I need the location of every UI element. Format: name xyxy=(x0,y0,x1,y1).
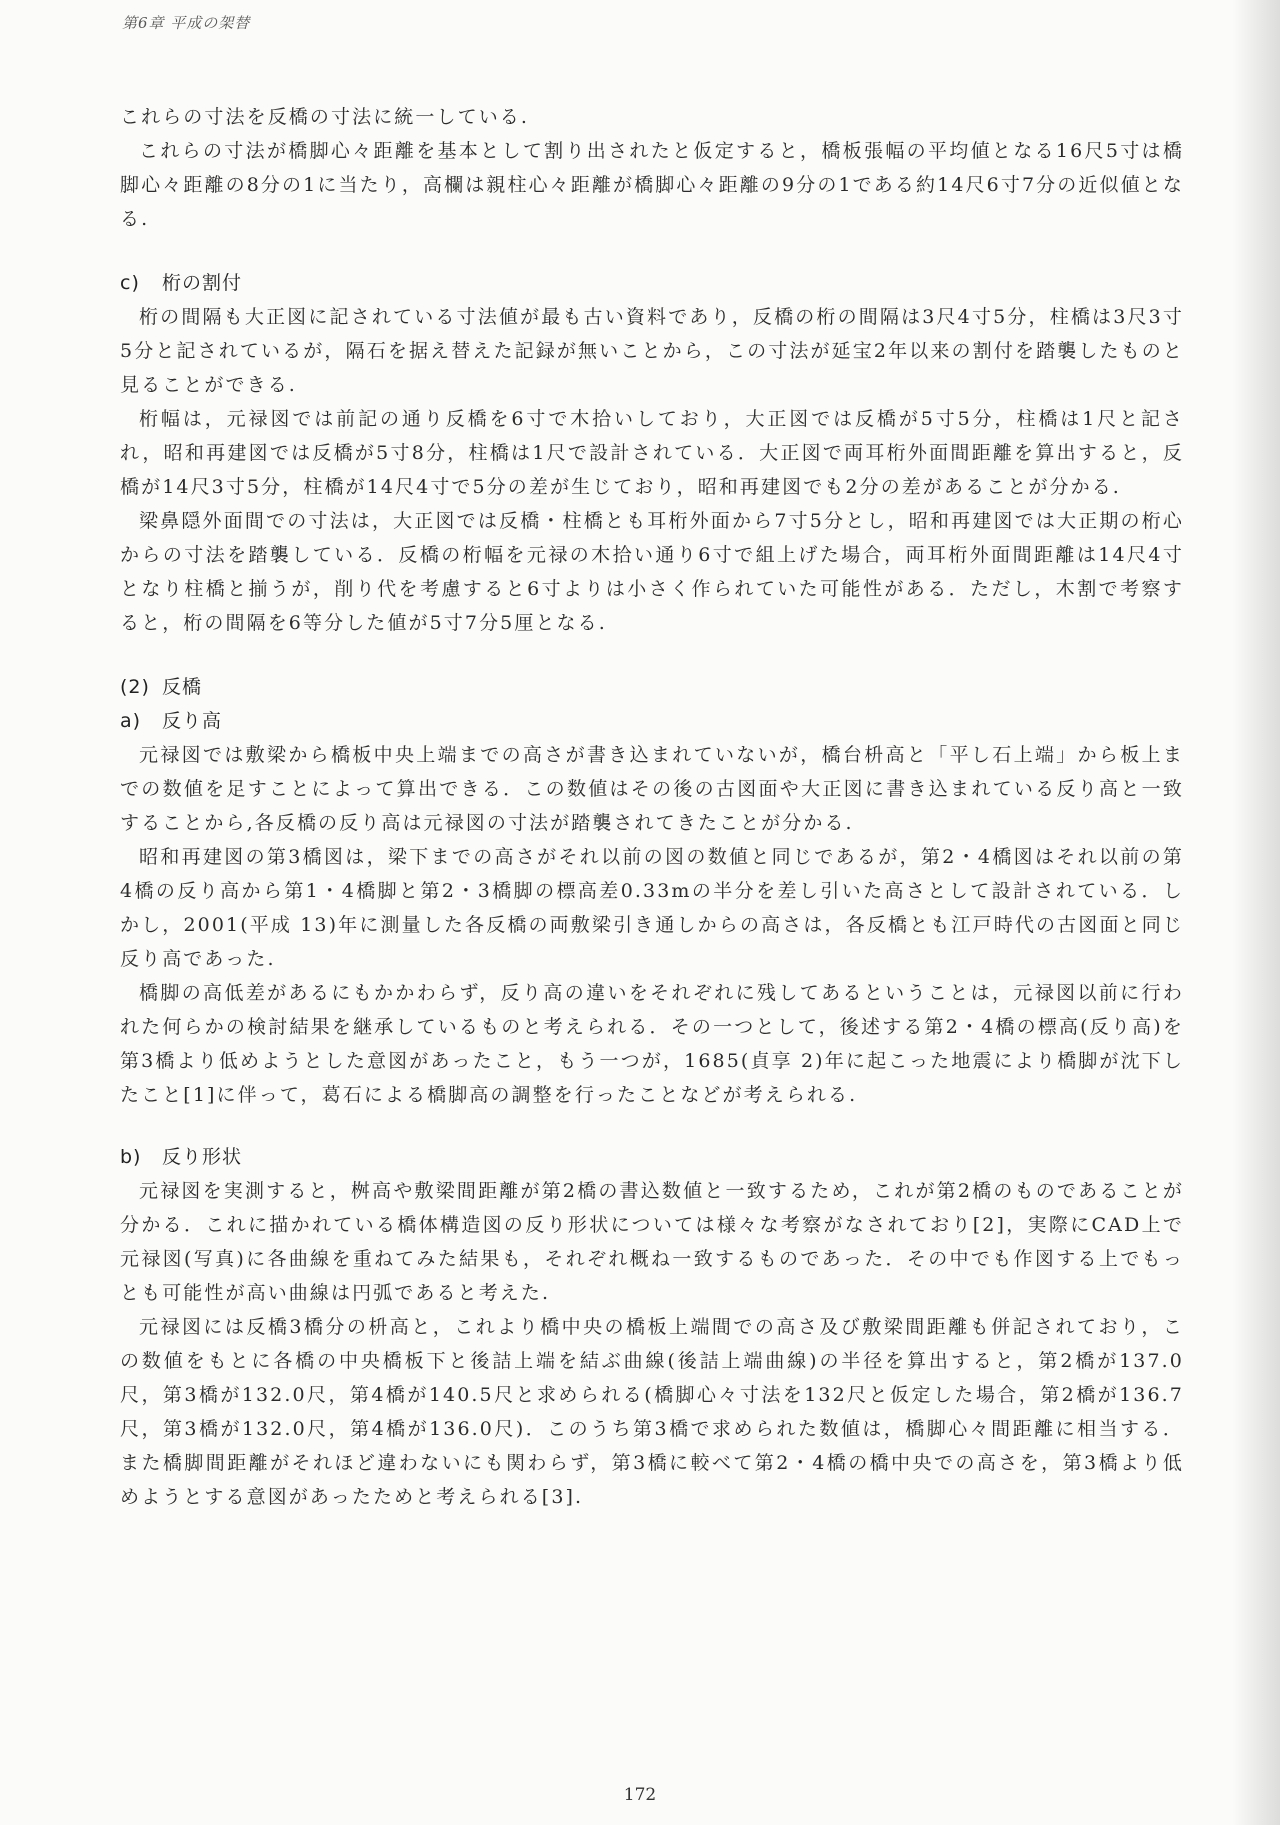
paragraph: 橋脚の高低差があるにもかかわらず，反り高の違いをそれぞれに残してあるということは，元禄図以前に行われた何らかの検討結果を継承しているものと考えられる．その一つとして，後述する第2・4橋の標高(反り高)を第3橋より低めようとした意図があったこと，もう一つが，1685(貞享 2)年に起こった地震により橋脚が沈下したこと[1]に伴って，葛石による橋脚高の調整を行ったことなどが考えられる. xyxy=(120,982,1184,1106)
heading-number: a) xyxy=(120,710,142,732)
running-head: 第6章 平成の架替 xyxy=(122,14,251,32)
paragraph: 元禄図を実測すると，桝高や敷梁間距離が第2橋の書込数値と一致するため，これが第2橋のものであることが分かる．これに描かれている橋体構造図の反り形状については様々な考察がなされており[2]，実際にCAD上で元禄図(写真)に各曲線を重ねてみた結果も，それぞれ概ね一致するものであった．その中でも作図する上でもっとも可能性が高い曲線は円弧であると考えた. xyxy=(120,1180,1184,1304)
page-edge-shadow xyxy=(1232,0,1280,1825)
paragraph: 元禄図では敷梁から橋板中央上端までの高さが書き込まれていないが，橋台枡高と「平し石上端」から板上までの数値を足すことによって算出できる．この数値はその後の古図面や大正図に書き込まれている反り高と一致することから,各反橋の反り高は元禄図の寸法が踏襲されてきたことが分かる. xyxy=(120,744,1184,834)
section-heading-b xyxy=(120,1140,1184,1174)
heading-number: c) xyxy=(120,272,140,294)
paragraph: 梁鼻隠外面間での寸法は，大正図では反橋・柱橋とも耳桁外面から7寸5分とし，昭和再建図では大正期の桁心からの寸法を踏襲している．反橋の桁幅を元禄の木拾い通り6寸で組上げた場合，両耳桁外面間距離は14尺4寸となり柱橋と揃うが，削り代を考慮すると6寸よりは小さく作られていた可能性がある．ただし，木割で考察すると，桁の間隔を6等分した値が5寸7分5厘となる. xyxy=(120,510,1184,634)
heading-number: b) xyxy=(120,1146,142,1168)
heading-title: 反り形状 xyxy=(162,1146,243,1168)
heading-title: 桁の割付 xyxy=(162,272,243,294)
section-heading-2 xyxy=(120,670,1184,704)
page-number: 172 xyxy=(623,1785,657,1805)
paragraph: 昭和再建図の第3橋図は，梁下までの高さがそれ以前の図の数値と同じであるが，第2・4橋図はそれ以前の第4橋の反り高から第1・4橋脚と第2・3橋脚の標高差0.33mの半分を差し引いた高さとして設計されている．しかし，2001(平成 13)年に測量した各反橋の両敷梁引き通しからの高さは，各反橋とも江戸時代の古図面と同じ反り高であった. xyxy=(120,846,1184,970)
paragraph: 桁の間隔も大正図に記されている寸法値が最も古い資料であり，反橋の桁の間隔は3尺4寸5分，柱橋は3尺3寸5分と記されているが，隔石を据え替えた記録が無いことから，この寸法が延宝2年以来の割付を踏襲したものと見ることができる. xyxy=(120,306,1184,396)
paragraph: 桁幅は，元禄図では前記の通り反橋を6寸で木拾いしており，大正図では反橋が5寸5分，柱橋は1尺と記され，昭和再建図では反橋が5寸8分，柱橋は1尺で設計されている．大正図で両耳桁外面間距離を算出すると，反橋が14尺3寸5分，柱橋が14尺4寸で5分の差が生じており，昭和再建図でも2分の差があることが分かる. xyxy=(120,408,1184,498)
heading-number: (2) xyxy=(120,676,150,698)
paragraph: これらの寸法を反橋の寸法に統一している. xyxy=(120,106,530,128)
page-body xyxy=(120,100,1184,1514)
paragraph: 元禄図には反橋3橋分の枡高と，これより橋中央の橋板上端間での高さ及び敷梁間距離も併記されており，この数値をもとに各橋の中央橋板下と後詰上端を結ぶ曲線(後詰上端曲線)の半径を算出すると，第2橋が137.0尺，第3橋が132.0尺，第4橋が140.5尺と求められる(橋脚心々寸法を132尺と仮定した場合，第2橋が136.7尺，第3橋が132.0尺，第4橋が136.0尺)．このうち第3橋で求められた数値は，橋脚心々間距離に相当する．また橋脚間距離がそれほど違わないにも関わらず，第3橋に較べて第2・4橋の橋中央での高さを，第3橋より低めようとする意図があったためと考えられる[3]. xyxy=(120,1316,1184,1508)
heading-title: 反り高 xyxy=(162,710,223,732)
paragraph: これらの寸法が橋脚心々距離を基本として割り出されたと仮定すると，橋板張幅の平均値となる16尺5寸は橋脚心々距離の8分の1に当たり，高欄は親柱心々距離が橋脚心々距離の9分の1である約14尺6寸7分の近似値となる. xyxy=(120,140,1184,230)
section-heading-a xyxy=(120,704,1184,738)
heading-title: 反橋 xyxy=(162,676,203,698)
section-heading-c xyxy=(120,266,1184,300)
